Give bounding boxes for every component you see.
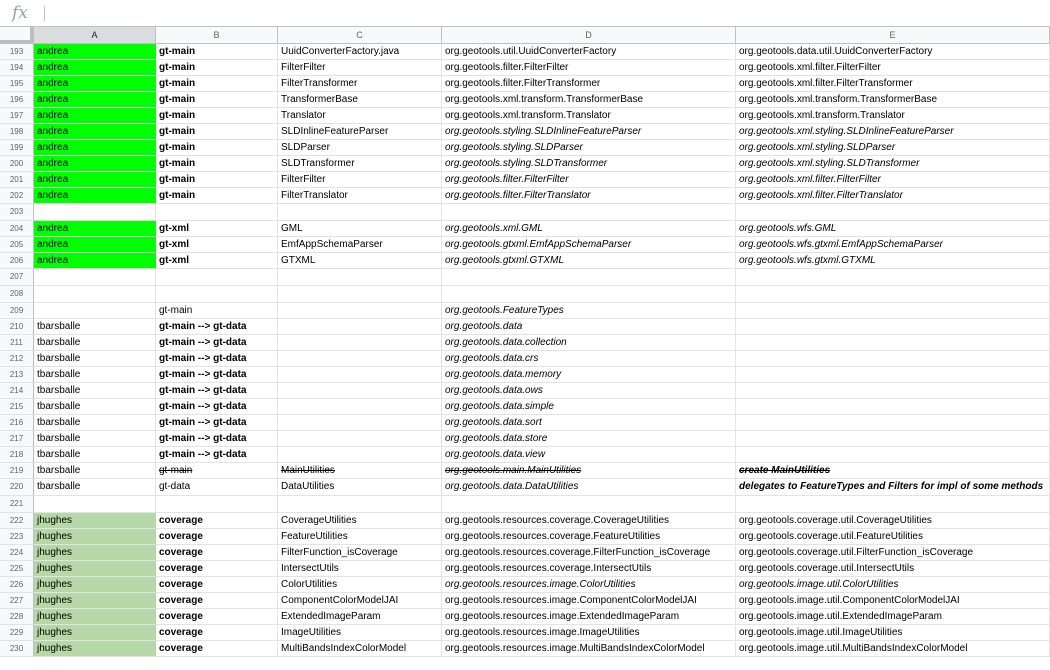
cell-c[interactable]: MainUtilities — [278, 463, 442, 479]
cell-d[interactable]: org.geotools.resources.coverage.FilterFunction_isCoverage — [442, 545, 736, 561]
cell-d[interactable]: org.geotools.data.crs — [442, 351, 736, 367]
table-row — [0, 351, 1050, 367]
cell-d[interactable]: org.geotools.data.simple — [442, 399, 736, 415]
cell-a[interactable]: tbarsballe — [34, 447, 156, 463]
cell-b[interactable]: coverage — [156, 561, 278, 577]
cell-c[interactable]: SLDTransformer — [278, 156, 442, 172]
cell-c[interactable]: CoverageUtilities — [278, 513, 442, 529]
cell-a[interactable]: jhughes — [34, 641, 156, 657]
cell-a[interactable]: andrea — [34, 140, 156, 156]
cell-a[interactable] — [34, 204, 156, 221]
cell-e[interactable]: org.geotools.coverage.util.FilterFunction_isCoverage — [736, 545, 1050, 561]
cell-b[interactable] — [156, 286, 278, 303]
cell-c[interactable] — [278, 447, 442, 463]
cell-c[interactable] — [278, 286, 442, 303]
cell-d[interactable]: org.geotools.gtxml.EmfAppSchemaParser — [442, 237, 736, 253]
cell-c[interactable]: SLDParser — [278, 140, 442, 156]
table-row — [0, 593, 1050, 609]
cell-d[interactable]: org.geotools.gtxml.GTXML — [442, 253, 736, 269]
cell-d[interactable]: org.geotools.resources.image.MultiBandsIndexColorModel — [442, 641, 736, 657]
row-number[interactable]: 230 — [0, 641, 34, 657]
cell-d[interactable]: org.geotools.styling.SLDTransformer — [442, 156, 736, 172]
column-header-a[interactable]: A — [34, 27, 156, 44]
cell-e[interactable]: org.geotools.xml.filter.FilterFilter — [736, 60, 1050, 76]
cell-c[interactable]: ExtendedImageParam — [278, 609, 442, 625]
row-number[interactable]: 224 — [0, 545, 34, 561]
cell-c[interactable]: FilterTranslator — [278, 188, 442, 204]
cell-e[interactable]: org.geotools.image.util.MultiBandsIndexColorModel — [736, 641, 1050, 657]
table-row — [0, 269, 1050, 286]
table-row — [0, 221, 1050, 237]
table-row — [0, 609, 1050, 625]
cell-a[interactable] — [34, 303, 156, 319]
cell-b[interactable] — [156, 496, 278, 513]
cell-a[interactable]: tbarsballe — [34, 399, 156, 415]
table-row — [0, 44, 1050, 60]
cell-d[interactable]: org.geotools.resources.image.ComponentColorModelJAI — [442, 593, 736, 609]
table-row — [0, 513, 1050, 529]
table-row — [0, 431, 1050, 447]
cell-d[interactable]: org.geotools.data.view — [442, 447, 736, 463]
cell-b[interactable]: coverage — [156, 593, 278, 609]
row-number[interactable]: 194 — [0, 60, 34, 76]
cell-c[interactable]: SLDInlineFeatureParser — [278, 124, 442, 140]
cell-a[interactable]: jhughes — [34, 529, 156, 545]
cell-b[interactable]: gt-main --> gt-data — [156, 335, 278, 351]
cell-e[interactable]: org.geotools.xml.filter.FilterTranslator — [736, 188, 1050, 204]
cell-b[interactable]: gt-main — [156, 156, 278, 172]
cell-a[interactable]: jhughes — [34, 609, 156, 625]
cell-b[interactable]: coverage — [156, 513, 278, 529]
row-number[interactable]: 203 — [0, 204, 34, 221]
cell-d[interactable]: org.geotools.data.collection — [442, 335, 736, 351]
cell-a[interactable]: tbarsballe — [34, 463, 156, 479]
row-number[interactable]: 201 — [0, 172, 34, 188]
cell-e[interactable] — [736, 383, 1050, 399]
cell-d[interactable]: org.geotools.xml.transform.Translator — [442, 108, 736, 124]
cell-b[interactable]: gt-xml — [156, 237, 278, 253]
cell-c[interactable] — [278, 367, 442, 383]
cell-a[interactable]: andrea — [34, 60, 156, 76]
cell-c[interactable]: ColorUtilities — [278, 577, 442, 593]
table-row — [0, 399, 1050, 415]
table-row — [0, 204, 1050, 221]
row-number[interactable]: 221 — [0, 496, 34, 513]
cell-e[interactable]: org.geotools.coverage.util.IntersectUtils — [736, 561, 1050, 577]
cell-c[interactable] — [278, 415, 442, 431]
table-row — [0, 641, 1050, 657]
table-row — [0, 303, 1050, 319]
row-number[interactable]: 206 — [0, 253, 34, 269]
cell-d[interactable]: org.geotools.resources.coverage.IntersectUtils — [442, 561, 736, 577]
cell-c[interactable]: UuidConverterFactory.java — [278, 44, 442, 60]
cell-c[interactable]: MultiBandsIndexColorModel — [278, 641, 442, 657]
cell-a[interactable]: tbarsballe — [34, 367, 156, 383]
cell-c[interactable]: FilterFunction_isCoverage — [278, 545, 442, 561]
cell-e[interactable] — [736, 351, 1050, 367]
formula-input[interactable] — [52, 4, 1042, 22]
cell-e[interactable] — [736, 399, 1050, 415]
cell-c[interactable]: EmfAppSchemaParser — [278, 237, 442, 253]
table-row — [0, 76, 1050, 92]
cell-c[interactable]: FilterFilter — [278, 60, 442, 76]
cell-e[interactable]: org.geotools.coverage.util.CoverageUtilities — [736, 513, 1050, 529]
row-number[interactable]: 226 — [0, 577, 34, 593]
row-number[interactable]: 213 — [0, 367, 34, 383]
cell-c[interactable] — [278, 269, 442, 286]
cell-b[interactable]: coverage — [156, 609, 278, 625]
cell-d[interactable]: org.geotools.resources.image.ImageUtilities — [442, 625, 736, 641]
cell-c[interactable] — [278, 496, 442, 513]
cell-b[interactable]: gt-main — [156, 124, 278, 140]
cell-e[interactable] — [736, 319, 1050, 335]
cell-a[interactable]: andrea — [34, 108, 156, 124]
cell-b[interactable]: gt-main — [156, 92, 278, 108]
table-row — [0, 561, 1050, 577]
column-header-d[interactable]: D — [442, 27, 736, 44]
cell-e[interactable]: org.geotools.image.util.ImageUtilities — [736, 625, 1050, 641]
cell-b[interactable]: gt-main --> gt-data — [156, 399, 278, 415]
formula-bar — [0, 0, 1050, 27]
cell-c[interactable] — [278, 319, 442, 335]
cell-d[interactable]: org.geotools.data.sort — [442, 415, 736, 431]
row-number[interactable]: 214 — [0, 383, 34, 399]
cell-e[interactable]: create MainUtilities — [736, 463, 1050, 479]
cell-c[interactable]: FilterTransformer — [278, 76, 442, 92]
cell-a[interactable]: tbarsballe — [34, 479, 156, 496]
cell-a[interactable] — [34, 496, 156, 513]
cell-e[interactable] — [736, 496, 1050, 513]
cell-d[interactable]: org.geotools.xml.GML — [442, 221, 736, 237]
cell-e[interactable] — [736, 447, 1050, 463]
cell-d[interactable] — [442, 269, 736, 286]
cell-b[interactable]: gt-main --> gt-data — [156, 319, 278, 335]
cell-d[interactable] — [442, 286, 736, 303]
row-number[interactable]: 218 — [0, 447, 34, 463]
cell-e[interactable]: org.geotools.xml.transform.TransformerBase — [736, 92, 1050, 108]
cell-a[interactable] — [34, 286, 156, 303]
row-number[interactable]: 227 — [0, 593, 34, 609]
cell-a[interactable]: jhughes — [34, 593, 156, 609]
cell-b[interactable]: gt-main --> gt-data — [156, 415, 278, 431]
table-row — [0, 625, 1050, 641]
cell-b[interactable]: coverage — [156, 625, 278, 641]
cell-b[interactable]: coverage — [156, 529, 278, 545]
cell-b[interactable]: gt-main — [156, 140, 278, 156]
cell-c[interactable]: TransformerBase — [278, 92, 442, 108]
cell-b[interactable]: gt-data — [156, 479, 278, 496]
cell-c[interactable] — [278, 399, 442, 415]
cell-a[interactable]: andrea — [34, 124, 156, 140]
cell-d[interactable]: org.geotools.data.store — [442, 431, 736, 447]
cell-b[interactable]: coverage — [156, 545, 278, 561]
row-number[interactable]: 212 — [0, 351, 34, 367]
cell-b[interactable]: gt-main --> gt-data — [156, 431, 278, 447]
cell-d[interactable]: org.geotools.resources.coverage.FeatureUtilities — [442, 529, 736, 545]
formula-bar-divider — [44, 6, 45, 21]
cell-d[interactable]: org.geotools.filter.FilterFilter — [442, 172, 736, 188]
cell-d[interactable]: org.geotools.main.MainUtilities — [442, 463, 736, 479]
cell-e[interactable] — [736, 204, 1050, 221]
cell-e[interactable] — [736, 303, 1050, 319]
table-row — [0, 447, 1050, 463]
table-row — [0, 253, 1050, 269]
row-number[interactable]: 202 — [0, 188, 34, 204]
row-number[interactable]: 199 — [0, 140, 34, 156]
row-number[interactable]: 200 — [0, 156, 34, 172]
cell-c[interactable]: GTXML — [278, 253, 442, 269]
cell-e[interactable]: org.geotools.xml.styling.SLDParser — [736, 140, 1050, 156]
column-header-e[interactable]: E — [736, 27, 1050, 44]
cell-d[interactable]: org.geotools.data.DataUtilities — [442, 479, 736, 496]
cell-b[interactable]: coverage — [156, 577, 278, 593]
cell-a[interactable]: andrea — [34, 253, 156, 269]
cell-b[interactable]: gt-main — [156, 463, 278, 479]
cell-d[interactable]: org.geotools.filter.FilterTranslator — [442, 188, 736, 204]
row-number[interactable]: 209 — [0, 303, 34, 319]
table-row — [0, 383, 1050, 399]
cell-b[interactable]: gt-main — [156, 303, 278, 319]
cell-e[interactable]: org.geotools.xml.transform.Translator — [736, 108, 1050, 124]
row-number[interactable]: 216 — [0, 415, 34, 431]
cell-a[interactable]: andrea — [34, 237, 156, 253]
cell-d[interactable]: org.geotools.styling.SLDParser — [442, 140, 736, 156]
cell-c[interactable]: Translator — [278, 108, 442, 124]
row-number[interactable]: 222 — [0, 513, 34, 529]
cell-e[interactable] — [736, 415, 1050, 431]
table-row — [0, 286, 1050, 303]
cell-b[interactable]: gt-main — [156, 188, 278, 204]
cell-a[interactable]: jhughes — [34, 625, 156, 641]
cell-c[interactable]: GML — [278, 221, 442, 237]
cell-d[interactable]: org.geotools.styling.SLDInlineFeatureParser — [442, 124, 736, 140]
table-row — [0, 335, 1050, 351]
cell-a[interactable]: jhughes — [34, 513, 156, 529]
table-row — [0, 92, 1050, 108]
table-row — [0, 140, 1050, 156]
row-number[interactable]: 195 — [0, 76, 34, 92]
row-number[interactable]: 215 — [0, 399, 34, 415]
row-number[interactable]: 223 — [0, 529, 34, 545]
cell-a[interactable]: jhughes — [34, 545, 156, 561]
cell-b[interactable]: gt-xml — [156, 221, 278, 237]
cell-b[interactable]: gt-main — [156, 172, 278, 188]
row-number[interactable]: 219 — [0, 463, 34, 479]
select-all-corner[interactable] — [0, 27, 34, 44]
cell-a[interactable]: andrea — [34, 76, 156, 92]
cell-c[interactable] — [278, 303, 442, 319]
cell-d[interactable] — [442, 204, 736, 221]
cell-e[interactable]: org.geotools.data.util.UuidConverterFactory — [736, 44, 1050, 60]
table-row — [0, 172, 1050, 188]
cell-b[interactable]: gt-main --> gt-data — [156, 447, 278, 463]
table-row — [0, 188, 1050, 204]
table-row — [0, 545, 1050, 561]
cell-d[interactable]: org.geotools.filter.FilterTransformer — [442, 76, 736, 92]
table-row — [0, 367, 1050, 383]
table-row — [0, 529, 1050, 545]
cell-c[interactable] — [278, 335, 442, 351]
table-row — [0, 577, 1050, 593]
cell-e[interactable]: org.geotools.image.util.ExtendedImageParam — [736, 609, 1050, 625]
cell-d[interactable]: org.geotools.resources.coverage.CoverageUtilities — [442, 513, 736, 529]
cell-b[interactable] — [156, 204, 278, 221]
cell-e[interactable] — [736, 335, 1050, 351]
table-row — [0, 237, 1050, 253]
cell-e[interactable]: org.geotools.image.util.ColorUtilities — [736, 577, 1050, 593]
cell-d[interactable]: org.geotools.data — [442, 319, 736, 335]
cell-d[interactable]: org.geotools.FeatureTypes — [442, 303, 736, 319]
cell-c[interactable]: IntersectUtils — [278, 561, 442, 577]
cell-b[interactable]: gt-xml — [156, 253, 278, 269]
column-header-c[interactable]: C — [278, 27, 442, 44]
cell-e[interactable]: org.geotools.wfs.gtxml.EmfAppSchemaParser — [736, 237, 1050, 253]
cell-e[interactable] — [736, 269, 1050, 286]
row-number[interactable]: 220 — [0, 479, 34, 496]
row-number[interactable]: 198 — [0, 124, 34, 140]
cell-c[interactable] — [278, 431, 442, 447]
cell-e[interactable] — [736, 431, 1050, 447]
table-row — [0, 479, 1050, 496]
cell-c[interactable] — [278, 383, 442, 399]
cell-e[interactable]: delegates to FeatureTypes and Filters for impl of some methods — [736, 479, 1050, 496]
cell-e[interactable]: org.geotools.xml.filter.FilterTransformer — [736, 76, 1050, 92]
cell-b[interactable]: gt-main --> gt-data — [156, 367, 278, 383]
cell-b[interactable]: gt-main --> gt-data — [156, 351, 278, 367]
cell-e[interactable] — [736, 286, 1050, 303]
cell-d[interactable] — [442, 496, 736, 513]
cell-d[interactable]: org.geotools.data.ows — [442, 383, 736, 399]
cell-d[interactable]: org.geotools.filter.FilterFilter — [442, 60, 736, 76]
table-row — [0, 60, 1050, 76]
cell-a[interactable]: tbarsballe — [34, 335, 156, 351]
table-row — [0, 415, 1050, 431]
cell-a[interactable]: jhughes — [34, 561, 156, 577]
row-number[interactable]: 193 — [0, 44, 34, 60]
row-number[interactable]: 207 — [0, 269, 34, 286]
row-number[interactable]: 217 — [0, 431, 34, 447]
cell-a[interactable] — [34, 269, 156, 286]
cell-c[interactable]: ComponentColorModelJAI — [278, 593, 442, 609]
row-number[interactable]: 211 — [0, 335, 34, 351]
column-header-row — [0, 27, 1050, 44]
cell-a[interactable]: tbarsballe — [34, 415, 156, 431]
cell-b[interactable] — [156, 269, 278, 286]
row-number[interactable]: 205 — [0, 237, 34, 253]
column-header-b[interactable]: B — [156, 27, 278, 44]
cell-d[interactable]: org.geotools.resources.image.ColorUtilities — [442, 577, 736, 593]
cell-e[interactable]: org.geotools.wfs.GML — [736, 221, 1050, 237]
cell-a[interactable]: andrea — [34, 221, 156, 237]
cell-a[interactable]: andrea — [34, 92, 156, 108]
cell-a[interactable]: tbarsballe — [34, 431, 156, 447]
cell-a[interactable]: andrea — [34, 44, 156, 60]
cell-d[interactable]: org.geotools.data.memory — [442, 367, 736, 383]
cell-a[interactable]: tbarsballe — [34, 383, 156, 399]
table-row — [0, 463, 1050, 479]
table-row — [0, 496, 1050, 513]
table-row — [0, 108, 1050, 124]
cell-e[interactable] — [736, 367, 1050, 383]
cell-b[interactable]: gt-main — [156, 76, 278, 92]
cell-a[interactable]: tbarsballe — [34, 351, 156, 367]
cell-d[interactable]: org.geotools.resources.image.ExtendedImageParam — [442, 609, 736, 625]
cell-c[interactable]: DataUtilities — [278, 479, 442, 496]
cell-b[interactable]: gt-main — [156, 108, 278, 124]
cell-a[interactable]: andrea — [34, 156, 156, 172]
cell-c[interactable]: ImageUtilities — [278, 625, 442, 641]
row-number[interactable]: 210 — [0, 319, 34, 335]
cell-e[interactable]: org.geotools.wfs.gtxml.GTXML — [736, 253, 1050, 269]
cell-c[interactable]: FilterFilter — [278, 172, 442, 188]
cell-b[interactable]: coverage — [156, 641, 278, 657]
cell-b[interactable]: gt-main — [156, 60, 278, 76]
cell-e[interactable]: org.geotools.coverage.util.FeatureUtilities — [736, 529, 1050, 545]
cell-d[interactable]: org.geotools.xml.transform.TransformerBase — [442, 92, 736, 108]
cell-e[interactable]: org.geotools.image.util.ComponentColorModelJAI — [736, 593, 1050, 609]
cell-e[interactable]: org.geotools.xml.styling.SLDInlineFeatureParser — [736, 124, 1050, 140]
cell-a[interactable]: tbarsballe — [34, 319, 156, 335]
cell-d[interactable]: org.geotools.util.UuidConverterFactory — [442, 44, 736, 60]
cell-a[interactable]: andrea — [34, 172, 156, 188]
row-number[interactable]: 228 — [0, 609, 34, 625]
cell-e[interactable]: org.geotools.xml.styling.SLDTransformer — [736, 156, 1050, 172]
cell-b[interactable]: gt-main --> gt-data — [156, 383, 278, 399]
cell-a[interactable]: jhughes — [34, 577, 156, 593]
table-row — [0, 156, 1050, 172]
cell-a[interactable]: andrea — [34, 188, 156, 204]
fx-icon: fx — [12, 3, 28, 23]
cell-e[interactable]: org.geotools.xml.filter.FilterFilter — [736, 172, 1050, 188]
rows-container — [0, 44, 1050, 657]
row-number[interactable]: 208 — [0, 286, 34, 303]
row-number[interactable]: 197 — [0, 108, 34, 124]
table-row — [0, 319, 1050, 335]
cell-c[interactable] — [278, 351, 442, 367]
table-row — [0, 124, 1050, 140]
row-number[interactable]: 229 — [0, 625, 34, 641]
cell-b[interactable]: gt-main — [156, 44, 278, 60]
cell-c[interactable] — [278, 204, 442, 221]
cell-c[interactable]: FeatureUtilities — [278, 529, 442, 545]
row-number[interactable]: 204 — [0, 221, 34, 237]
row-number[interactable]: 196 — [0, 92, 34, 108]
row-number[interactable]: 225 — [0, 561, 34, 577]
